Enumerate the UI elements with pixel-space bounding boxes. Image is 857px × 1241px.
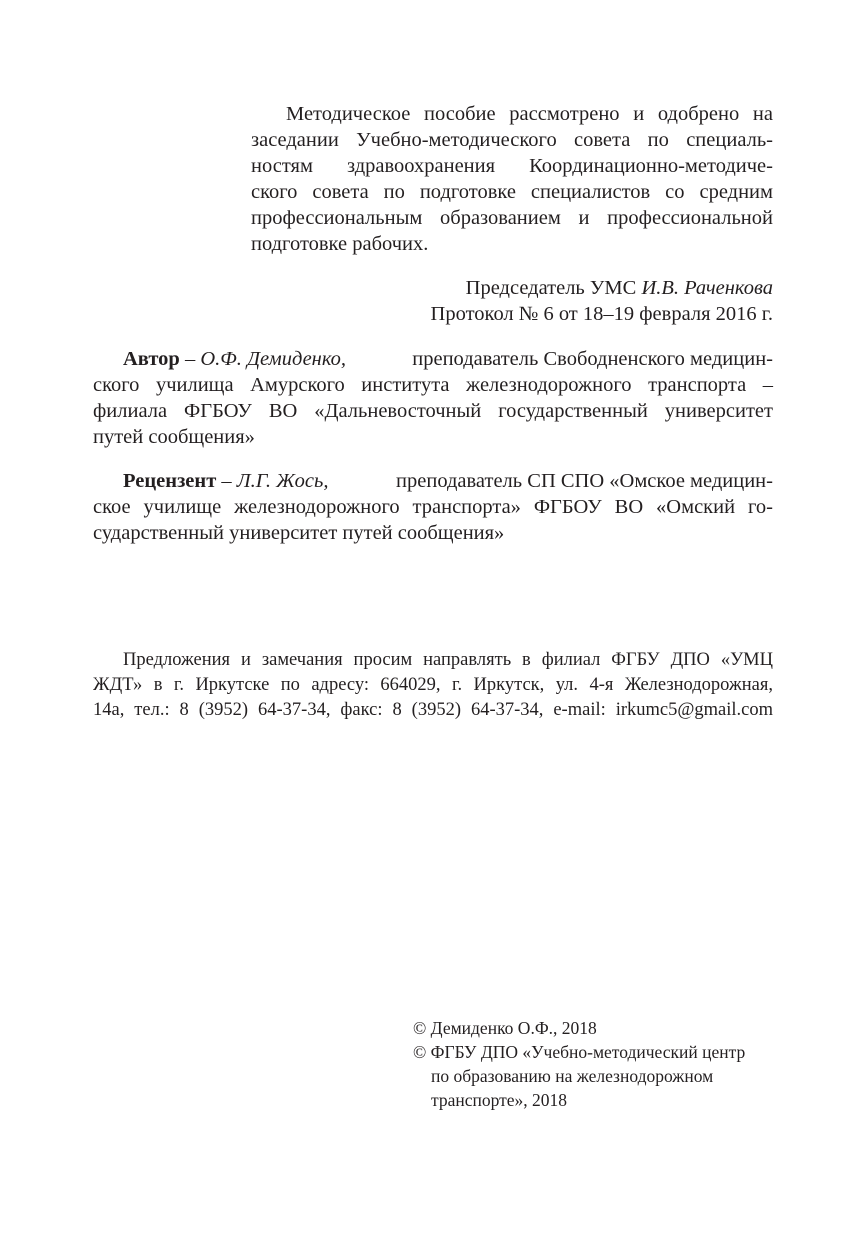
text-line: профессиональным образованием и профессиональной bbox=[251, 207, 773, 229]
reviewer-label: Рецензент bbox=[123, 470, 217, 492]
text-line: Предложения и замечания просим направлять в филиал ФГБУ ДПО «УМЦ bbox=[123, 650, 773, 670]
text-line: ского совета по подготовке специалистов со средним bbox=[251, 181, 773, 203]
text-line: ского училища Амурского института железнодорожного транспорта – bbox=[93, 374, 773, 396]
author-name: О.Ф. Демиденко, bbox=[200, 348, 347, 370]
text-line: заседании Учебно-методического совета по специаль- bbox=[251, 129, 773, 151]
author-label: Автор bbox=[123, 348, 180, 370]
text-line: ЖДТ» в г. Иркутске по адресу: 664029, г. Иркутск, ул. 4-я Железнодорожная, bbox=[93, 675, 773, 695]
copyright-author: © Демиденко О.Ф., 2018 bbox=[413, 1018, 597, 1038]
text-line: по образованию на железнодорожном bbox=[431, 1066, 714, 1086]
author-lead bbox=[123, 346, 346, 372]
text-line: сударственный университет путей сообщения» bbox=[93, 522, 505, 544]
text-line: транспорте», 2018 bbox=[431, 1090, 568, 1110]
author-first-line bbox=[123, 346, 773, 372]
reviewer-first-line bbox=[123, 468, 773, 494]
protocol-line: Протокол № 6 от 18–19 февраля 2016 г. bbox=[430, 303, 773, 325]
text: преподаватель СП СПО «Омское медицин- bbox=[396, 470, 773, 492]
text-line: путей сообщения» bbox=[93, 426, 255, 448]
dash: – bbox=[216, 470, 237, 492]
text-line: ностям здравоохранения Координационно-методиче- bbox=[251, 155, 773, 177]
chair-name: И.В. Раченкова bbox=[641, 277, 773, 299]
text: преподаватель Свободненского медицин- bbox=[412, 348, 773, 370]
text-line: филиала ФГБОУ ВО «Дальневосточный государственный университет bbox=[93, 400, 773, 422]
copyright-org: © ФГБУ ДПО «Учебно-методический центр bbox=[413, 1042, 746, 1062]
text-line: Методическое пособие рассмотрено и одобрено на bbox=[286, 103, 773, 125]
reviewer-lead bbox=[123, 468, 329, 494]
text-line: 14а, тел.: 8 (3952) 64-37-34, факс: 8 (3952) 64-37-34, e-mail: irkumc5@gmail.com bbox=[93, 700, 773, 720]
reviewer-name: Л.Г. Жось, bbox=[236, 470, 329, 492]
text-line: подготовке рабочих. bbox=[251, 233, 429, 255]
chair-label: Председатель УМС bbox=[465, 277, 637, 299]
dash: – bbox=[179, 348, 201, 370]
chair-line bbox=[466, 275, 773, 301]
text-line: ское училище железнодорожного транспорта» ФГБОУ ВО «Омский го- bbox=[93, 496, 773, 518]
